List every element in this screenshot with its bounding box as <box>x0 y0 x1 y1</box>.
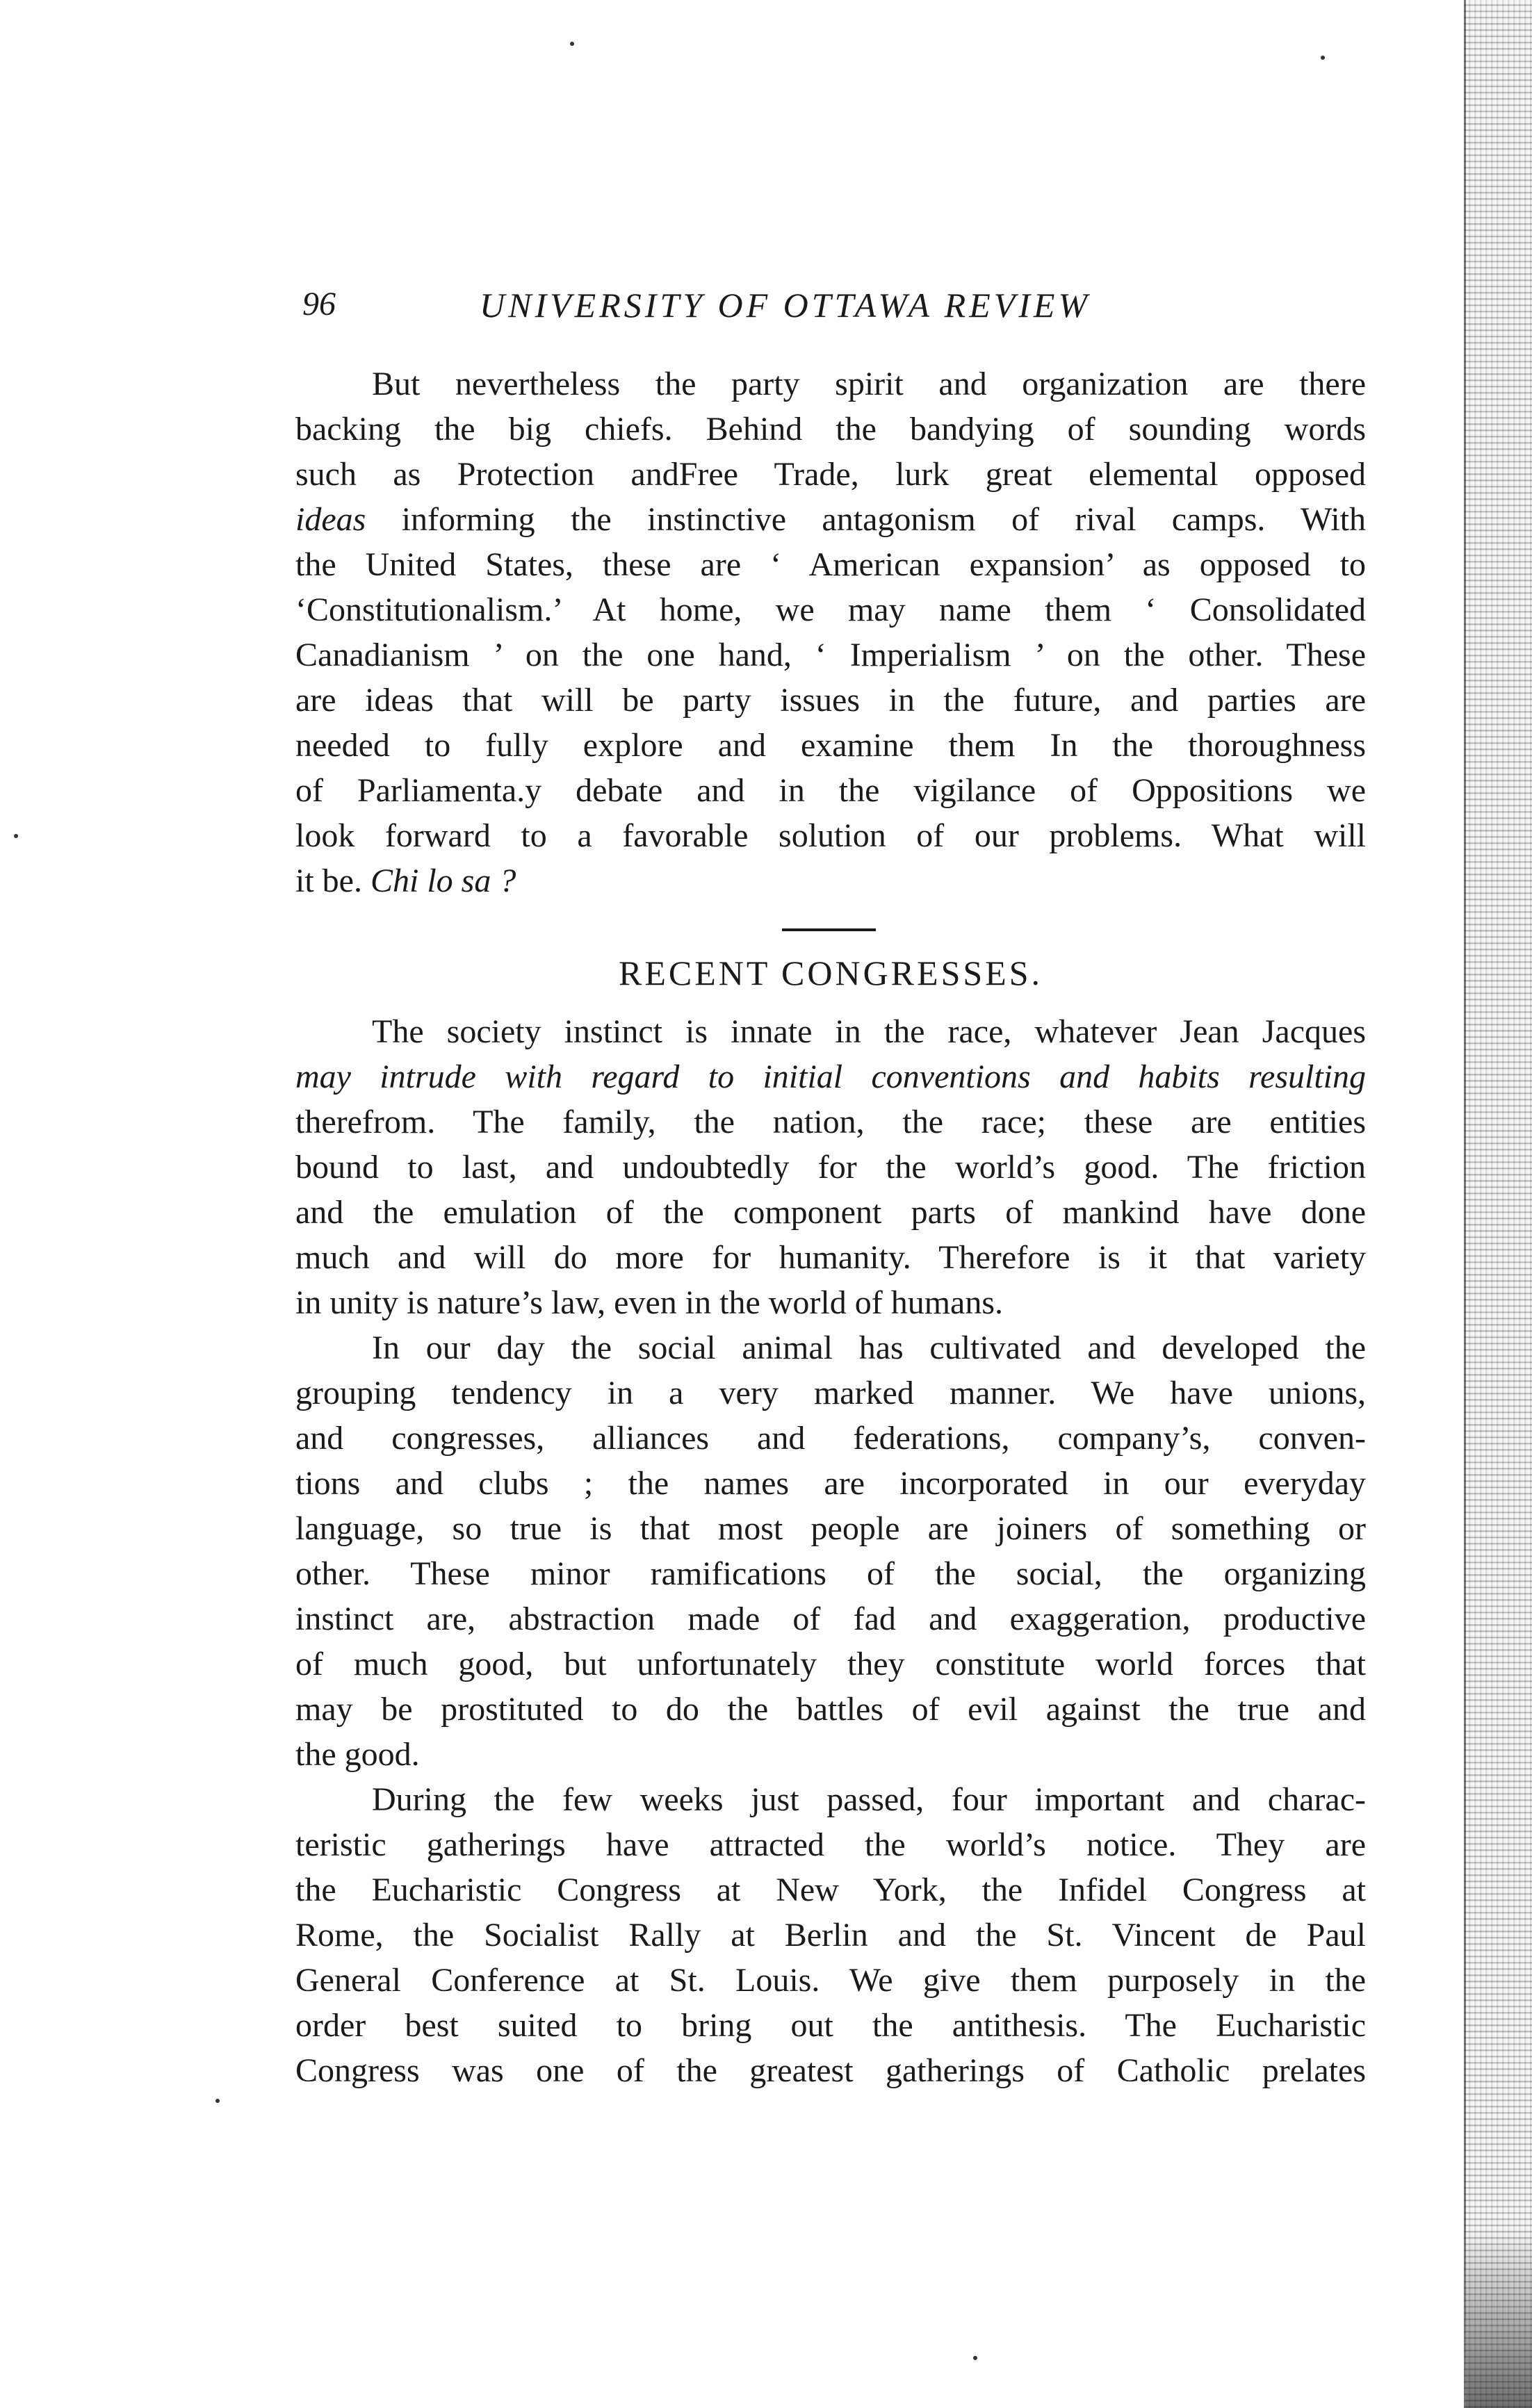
text-line: and the emulation of the component parts of mankind have done <box>295 1194 1366 1231</box>
text-line: order best suited to bring out the antithesis. The Eucharistic <box>295 2007 1366 2044</box>
text-line: such as Protection andFree Trade, lurk great elemental opposed <box>295 456 1366 493</box>
text-line: may intrude with regard to initial conventions and habits resulting <box>295 1058 1366 1095</box>
scan-speck <box>570 42 574 46</box>
text-line: may be prostituted to do the battles of evil against the true and <box>295 1691 1366 1728</box>
text-line: and congresses, alliances and federations, company’s, conven- <box>295 1420 1366 1457</box>
page-number: 96 <box>302 286 336 322</box>
section-heading: RECENT CONGRESSES. <box>618 953 1043 992</box>
text-line: the Eucharistic Congress at New York, the Infidel Congress at <box>295 1871 1366 1908</box>
text-line: tions and clubs ; the names are incorporated in our everyday <box>295 1465 1366 1502</box>
scan-speck <box>215 2099 220 2103</box>
text-line: look forward to a favorable solution of our problems. What will <box>295 817 1366 854</box>
article-body <box>295 361 1366 2093</box>
italic-word: ideas <box>295 501 366 538</box>
text-line: But nevertheless the party spirit and organization are there <box>372 366 1366 402</box>
text-line: the United States, these are ‘ American expansion’ as opposed to <box>295 546 1366 583</box>
italic-phrase: Chi lo sa ? <box>370 862 516 899</box>
journal-title: UNIVERSITY OF OTTAWA REVIEW <box>480 286 1091 325</box>
text-line: The society instinct is innate in the race, whatever Jean Jacques <box>372 1013 1366 1050</box>
line-start: it be. <box>295 862 370 899</box>
scan-speck <box>1321 56 1325 60</box>
text-line: the good. <box>295 1736 420 1773</box>
scan-speck <box>14 834 18 838</box>
text-line: grouping tendency in a very marked manner. We have unions, <box>295 1375 1366 1411</box>
paragraph-2 <box>295 1009 1366 1325</box>
text-line <box>295 497 1366 542</box>
scan-speck <box>973 2356 977 2360</box>
running-head <box>302 285 1380 341</box>
text-line: of much good, but unfortunately they constitute world forces that <box>295 1646 1366 1682</box>
paragraph-3 <box>295 1325 1366 1777</box>
line-rest: informing the instinctive antagonism of rival camps. With <box>366 501 1366 538</box>
text-line: During the few weeks just passed, four important and charac- <box>372 1781 1366 1818</box>
text-line: bound to last, and undoubtedly for the world’s good. The friction <box>295 1149 1366 1186</box>
text-line: of Parliamenta.y debate and in the vigilance of Oppositions we <box>295 772 1366 809</box>
text-line: needed to fully explore and examine them In the thoroughness <box>295 727 1366 764</box>
text-line: Canadianism ’ on the one hand, ‘ Imperialism ’ on the other. These <box>295 637 1366 673</box>
text-line: much and will do more for humanity. Therefore is it that variety <box>295 1239 1366 1276</box>
text-line: teristic gatherings have attracted the world’s notice. They are <box>295 1826 1366 1863</box>
text-line: Congress was one of the greatest gatherings of Catholic prelates <box>295 2052 1366 2089</box>
text-line: In our day the social animal has cultivated and developed the <box>372 1329 1366 1366</box>
text-line: instinct are, abstraction made of fad and exaggeration, productive <box>295 1600 1366 1637</box>
section-divider <box>782 928 876 931</box>
text-line: backing the big chiefs. Behind the bandying of sounding words <box>295 411 1366 448</box>
paragraph-4 <box>295 1777 1366 2093</box>
text-line <box>295 858 1366 903</box>
text-line: in unity is nature’s law, even in the world of humans. <box>295 1284 1004 1321</box>
page-binding-edge <box>1464 0 1532 2408</box>
text-line: other. These minor ramifications of the social, the organizing <box>295 1555 1366 1592</box>
text-line: ‘Constitutionalism.’ At home, we may name them ‘ Consolidated <box>295 591 1366 628</box>
text-line: General Conference at St. Louis. We give them purposely in the <box>295 1962 1366 1999</box>
text-line: language, so true is that most people are joiners of something or <box>295 1510 1366 1547</box>
text-line: are ideas that will be party issues in the future, and parties are <box>295 682 1366 719</box>
text-line: therefrom. The family, the nation, the race; these are entities <box>295 1104 1366 1140</box>
text-line: Rome, the Socialist Rally at Berlin and the St. Vincent de Paul <box>295 1917 1366 1954</box>
paragraph-1 <box>295 361 1366 903</box>
